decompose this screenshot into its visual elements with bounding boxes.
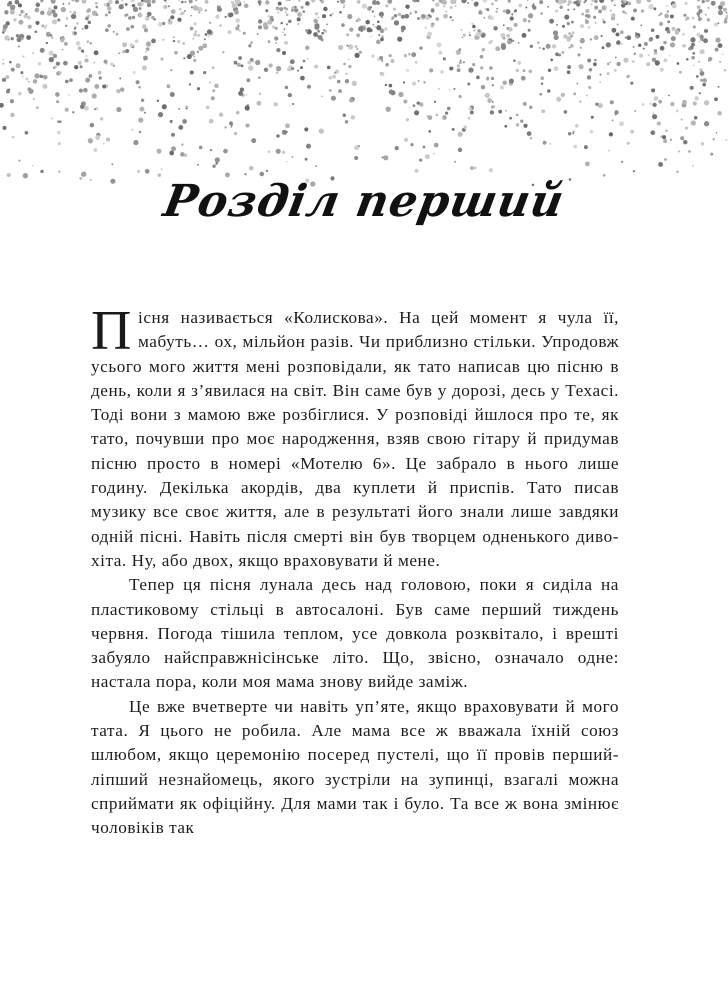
chapter-title: Розділ перший [159, 176, 569, 227]
drop-cap: П [91, 300, 132, 362]
body-text [91, 300, 619, 841]
paragraph-2: Тепер ця пісня лунала десь над головою, поки я сиділа на пластиковому стільці в автосалоні. Був саме перший тиждень червня. Погода тішила теплом, усе довкола розквітало, і врешті забуяло найсправжнісінське літо. Що, звісно, означало одне: настала пора, коли моя мама знову вийде заміж. [91, 575, 619, 692]
paragraph-1-text: існя називається «Колискова». На цей момент я чула її, мабуть… ох, мільйон разів. Чи приблизно стільки. Упродовж усього мого життя мені розповідали, як тато написав цю пісню в день, коли я з’явилася на світ. Він саме був у дорозі, десь у Техасі. Тоді вони з мамою вже розбіглися. У розповіді йшлося про те, як тато, почувши про моє народження, взяв свою гітару й придумав пісню просто в номері «Мотелю 6». Це забрало в нього лише годину. Декілька акордів, два куплети й приспів. Тато писав музику все своє життя, але в результаті його знали лише завдяки одній пісні. Навіть після смерті він був творцем одненького диво-хіта. Ну, або двох, якщо враховувати й мене. [91, 308, 619, 570]
paragraph-3: Це вже вчетверте чи навіть уп’яте, якщо враховувати й мого тата. Я цього не робила. Але мама все ж вважала їхній союз шлюбом, якщо церемонію посеред пустелі, що її провів перший-ліпший незнайомець, якого зустріли на зупинці, взагалі можна сприймати як офіційну. Для мами так і було. Та все ж вона змінює чоловіків так [91, 696, 619, 838]
paragraph-1 [91, 300, 619, 573]
confetti-dots-decoration [0, 0, 728, 190]
